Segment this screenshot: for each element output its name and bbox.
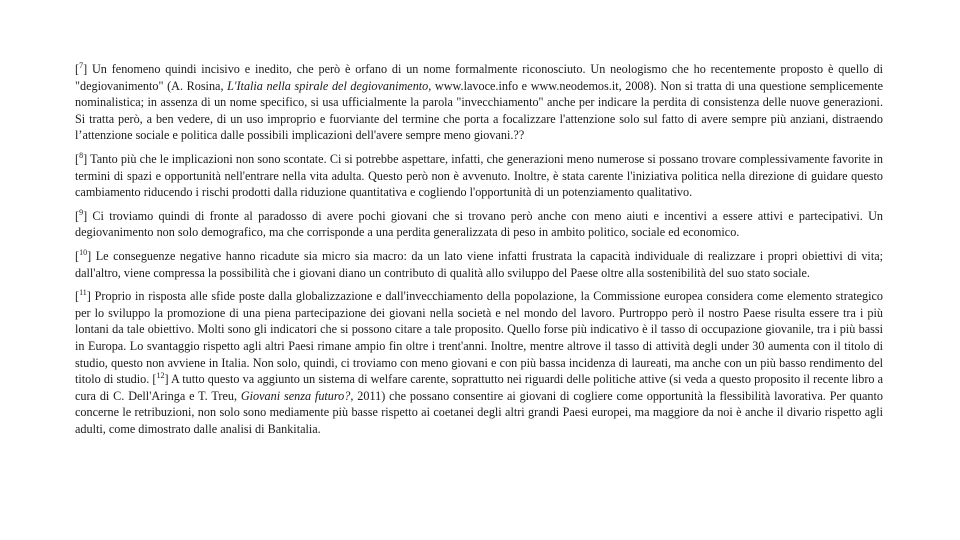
footnote-11 [75, 288, 883, 437]
footnote-text-cont: , www.lavoce.info e www.neodemos.it, 2008). Non si tratta di una questione semplicemente nominalistica; in assenza di un nome specifico, si usa ufficialmente la parola "invecchiamento" anche per indicare la perdita di consistenza delle nuove generazioni. Si tratta però, a ben vedere, di un uso improprio e fuorviante del termine che porta a focalizzare l'attenzione solo sul fatto di avere sempre più anziani, distraendo l’attenzione sociale e politica dalle possibili implicazioni dell'avere sempre meno giovani.?? [75, 78, 883, 143]
footnote-7 [75, 61, 883, 144]
footnote-text: Proprio in risposta alle sfide poste dalla globalizzazione e dall'invecchiamento della popolazione, la Commissione europea considera come elemento strategico per lo sviluppo la promozione di una piena partecipazione dei giovani nella società e nel mondo del lavoro. Purtroppo però il nostro Paese risulta essere tra i più lontani da tale obiettivo. Molti sono gli indicatori che si possono citare a tale proposito. Quello forse più indicativo è il tasso di occupazione giovanile, tra i più bassi in Europa. Lo svantaggio rispetto agli altri Paesi rimane ampio fin oltre i trent'anni. Inoltre, mentre altrove il tasso di attività degli under 30 aumenta con il titolo di studio, questo non avviene in Italia. Non solo, quindi, ci troviamo con meno giovani e con più bassa incidenza di laureati, ma anche con un più basso rendimento del titolo di studio. [75, 289, 884, 387]
document-page [75, 61, 883, 444]
footnote-text-end: , 2011) che possano consentire ai giovani di cogliere come opportunità la flessibilità lavorativa. Per quanto concerne le retribuzioni, non solo sono mediamente più basse rispetto ai coetanei degli altri grandi Paesi europei, ma maggiore da noi è anche il divario rispetto agli adulti, come dimostrato dalle analisi di Bankitalia. [75, 388, 883, 436]
footnote-number: [$^{10}$] [75, 247, 92, 263]
footnote-reference: [$^{12}$] [152, 371, 169, 387]
footnote-number: [$^9$] [75, 207, 88, 223]
footnote-text: Un fenomeno quindi incisivo e inedito, che però è orfano di un nome formalmente riconosciuto. Un neologismo che ho recentemente proposto è quello di "degiovanimento" (A. Rosina, [75, 62, 884, 93]
footnote-9 [75, 208, 883, 241]
footnote-text: Le conseguenze negative hanno ricadute sia micro sia macro: da un lato viene infatti frustrata la capacità individuale di realizzare i propri obiettivi di vita; dall'altro, viene compressa la possibilità che i giovani diano un contributo di qualità allo sviluppo del Paese oltre alla sostenibilità del suo stato sociale. [75, 248, 884, 280]
footnote-10 [75, 248, 883, 281]
footnote-text: Ci troviamo quindi di fronte al paradosso di avere pochi giovani che si trovano però anche con meno aiuti e incentivi a essere attivi e partecipativi. Un degiovanimento non solo demografico, ma che corrisponde a una perdita generalizzata di peso in ambito politico, sociale ed economico. [75, 208, 883, 240]
footnote-number: [$^8$] [75, 150, 88, 166]
footnote-number: [$^7$] [75, 60, 88, 76]
book-title: L'Italia nella spirale del degiovanimento [227, 78, 429, 93]
footnote-8 [75, 151, 883, 201]
book-title: Giovani senza futuro? [240, 388, 351, 403]
footnote-number: [$^{11}$] [75, 288, 91, 304]
footnote-text-cont: A tutto questo va aggiunto un sistema di welfare carente, soprattutto nei riguardi delle politiche attive (si veda a questo proposito il recente libro a cura di C. Dell'Aringa e T. Treu, [75, 372, 884, 403]
footnote-text: Tanto più che le implicazioni non sono scontate. Ci si potrebbe aspettare, infatti, che generazioni meno numerose si possano trovare complessivamente favorite in termini di spazi e opportunità nell'entrare nella vita adulta. Questo però non è avvenuto. Inoltre, è stata carente l'iniziativa politica nella direzione di guidare questo cambiamento riducendo i rischi prodotti dalla riduzione quantitativa e cogliendo l'opportunità di un potenziamento qualitativo. [75, 151, 884, 200]
